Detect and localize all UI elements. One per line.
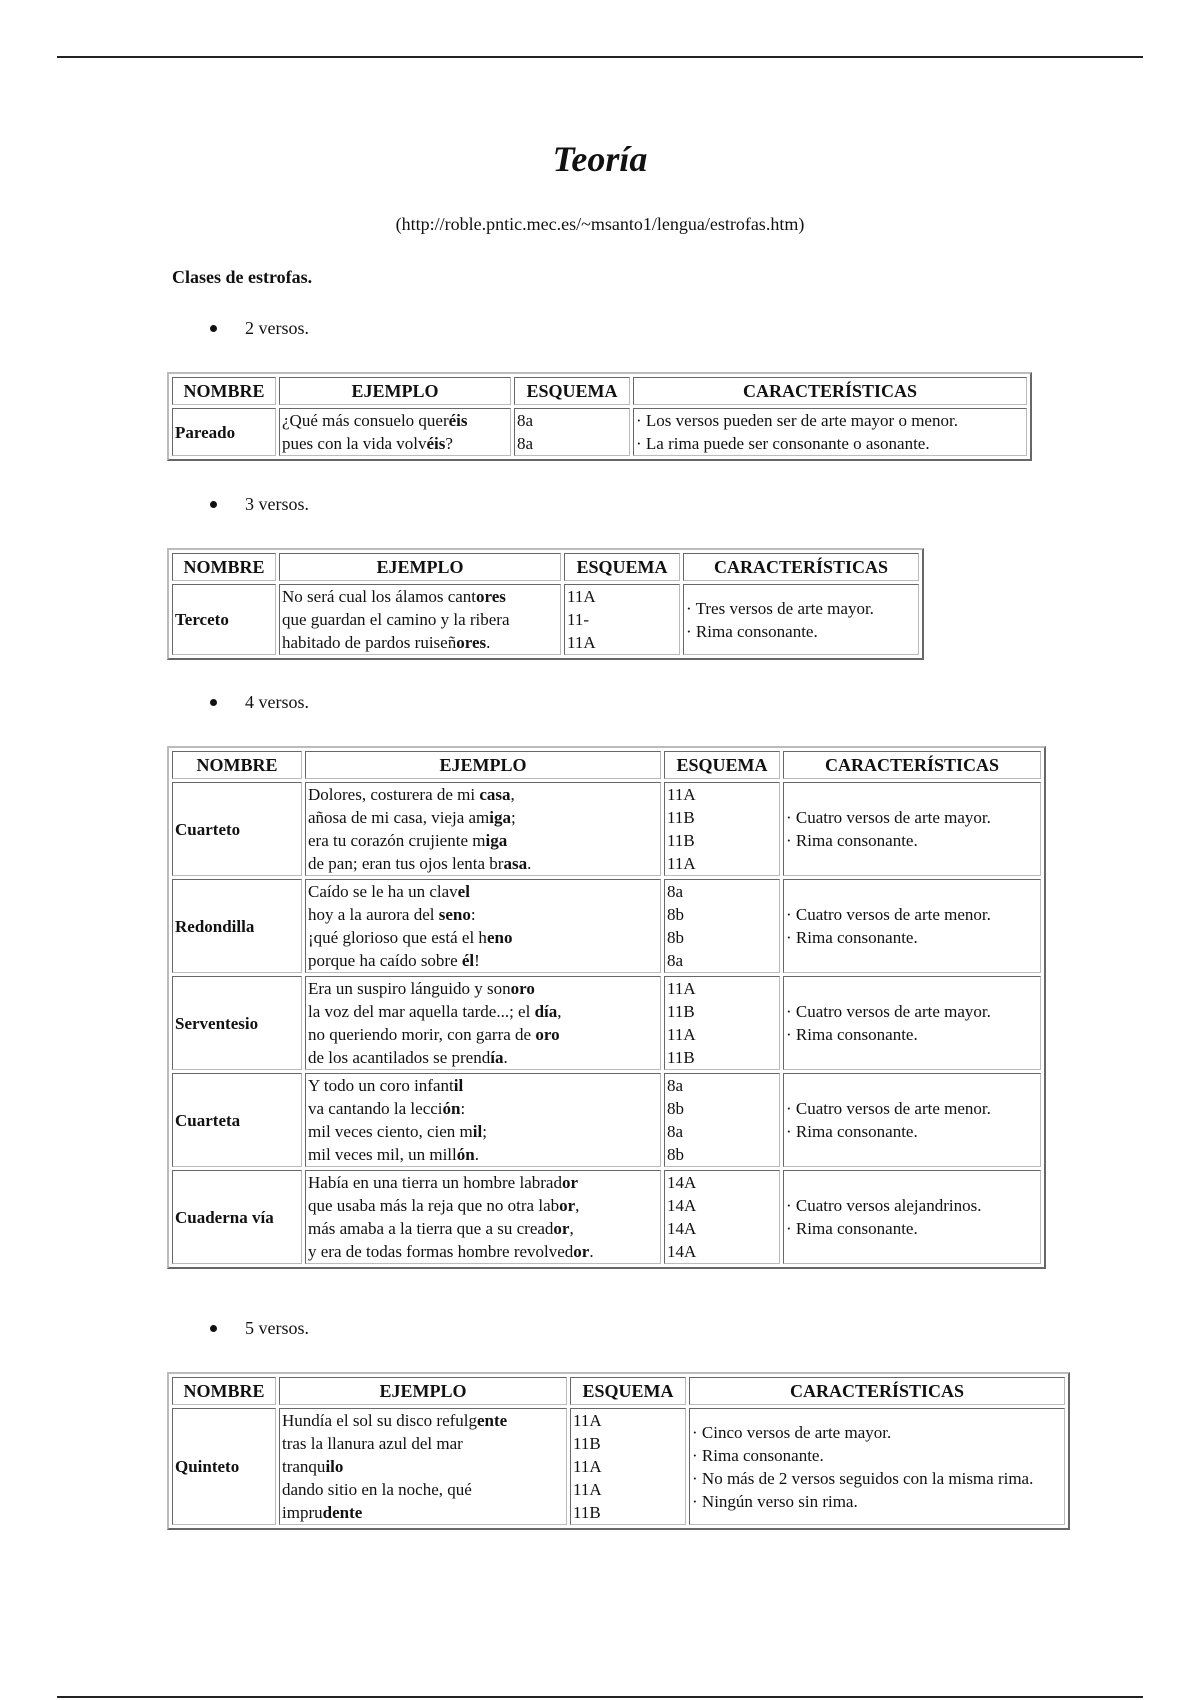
verse-text: Y todo un coro infant	[308, 1076, 454, 1095]
verse-text: y era de todas formas hombre revolved	[308, 1242, 574, 1261]
column-header-esquema: ESQUEMA	[570, 1377, 686, 1405]
bullet-label: 2 versos.	[245, 318, 309, 338]
verse-line	[308, 1194, 658, 1217]
column-header-ejemplo: EJEMPLO	[279, 377, 511, 405]
verse-line	[308, 880, 658, 903]
scheme-line: 8b	[667, 905, 684, 924]
verse-rhyme: or	[553, 1219, 570, 1238]
bullet-label: 3 versos.	[245, 494, 309, 514]
verse-line	[308, 1074, 658, 1097]
characteristics	[783, 782, 1041, 876]
verse-rhyme: or	[559, 1196, 576, 1215]
stanza-table	[167, 1372, 1070, 1530]
scheme	[570, 1408, 686, 1525]
bullet-item	[210, 1318, 309, 1339]
example-verses	[279, 408, 511, 456]
verse-text: más amaba a la tierra que a su cread	[308, 1219, 554, 1238]
verse-line	[308, 1240, 658, 1263]
stanza-name: Cuarteto	[172, 782, 302, 876]
table-header-row	[172, 1377, 1065, 1405]
verse-rhyme: éis	[426, 434, 446, 453]
feature-line: · Cuatro versos alejandrinos.	[786, 1196, 982, 1215]
verse-line	[308, 783, 658, 806]
verse-text: :	[460, 1099, 466, 1118]
feature-line: · Cuatro versos de arte mayor.	[786, 808, 991, 827]
verse-rhyme: ía	[490, 1048, 504, 1067]
verse-text: :	[470, 905, 476, 924]
verse-text: pues con la vida volv	[282, 434, 427, 453]
verse-text: Era un suspiro lánguido y son	[308, 979, 511, 998]
bullet-dot-icon	[210, 699, 217, 706]
bullet-dot-icon	[210, 501, 217, 508]
stanza-name: Serventesio	[172, 976, 302, 1070]
table-row	[172, 976, 1041, 1070]
scheme-line: 11A	[567, 587, 596, 606]
verse-rhyme: dente	[322, 1503, 363, 1522]
verse-line	[308, 1217, 658, 1240]
scheme-line: 14A	[667, 1219, 697, 1238]
verse-text: porque ha caído sobre	[308, 951, 462, 970]
stanza-name: Quinteto	[172, 1408, 276, 1525]
table-row	[172, 1408, 1065, 1525]
verse-rhyme: ente	[477, 1411, 508, 1430]
verse-line	[282, 1409, 564, 1432]
page-title: Teoría	[552, 139, 648, 179]
scheme	[664, 879, 780, 973]
feature-line: · Cuatro versos de arte mayor.	[786, 1002, 991, 1021]
feature-line: · No más de 2 versos seguidos con la misma rima.	[692, 1468, 1034, 1488]
bullet-label: 4 versos.	[245, 692, 309, 712]
verse-text: impru	[282, 1503, 323, 1522]
verse-text: que usaba más la reja que no otra lab	[308, 1196, 560, 1215]
feature-line: · Los versos pueden ser de arte mayor o menor.	[636, 411, 958, 430]
table-row	[172, 879, 1041, 973]
column-header-ejemplo: EJEMPLO	[305, 751, 661, 779]
verse-rhyme: ón	[442, 1099, 461, 1118]
verse-text: hoy a la aurora del	[308, 905, 439, 924]
verse-text: Dolores, costurera de mi	[308, 785, 480, 804]
verse-text: va cantando la lecci	[308, 1099, 443, 1118]
verse-line	[308, 1171, 658, 1194]
characteristics	[783, 1170, 1041, 1264]
verse-line	[308, 1000, 658, 1023]
stanza-table	[167, 746, 1046, 1269]
example-verses	[305, 879, 661, 973]
feature-line: · Cinco versos de arte mayor.	[692, 1422, 892, 1442]
verse-text: mil veces mil, un mill	[308, 1145, 457, 1164]
verse-text: ,	[575, 1196, 580, 1215]
scheme-line: 11B	[573, 1503, 601, 1522]
stanza-name: Cuaderna vía	[172, 1170, 302, 1264]
verse-rhyme: asa	[503, 854, 528, 873]
verse-text: .	[486, 633, 491, 652]
example-verses	[279, 1408, 567, 1525]
scheme	[664, 782, 780, 876]
verse-text: dando sitio en la noche, qué	[282, 1480, 472, 1499]
scheme	[664, 976, 780, 1070]
verse-rhyme: día	[534, 1002, 558, 1021]
verse-text: mil veces ciento, cien m	[308, 1122, 473, 1141]
column-header-nombre: NOMBRE	[172, 1377, 276, 1405]
feature-line: · Rima consonante.	[692, 1445, 824, 1465]
verse-text: ,	[569, 1219, 574, 1238]
verse-line	[282, 608, 558, 631]
verse-rhyme: seno	[438, 905, 471, 924]
example-verses	[305, 976, 661, 1070]
bullet-dot-icon	[210, 1325, 217, 1332]
verse-line	[308, 1046, 658, 1069]
example-verses	[305, 1073, 661, 1167]
verse-text: ,	[557, 1002, 562, 1021]
verse-rhyme: or	[561, 1173, 578, 1192]
feature-line: · Ningún verso sin rima.	[692, 1491, 858, 1511]
feature-line: · Rima consonante.	[786, 1122, 918, 1141]
column-header-nombre: NOMBRE	[172, 377, 276, 405]
feature-line: · Rima consonante.	[686, 621, 818, 641]
verse-line	[282, 631, 558, 654]
table-row	[172, 1073, 1041, 1167]
verse-line	[308, 806, 658, 829]
verse-text: añosa de mi casa, vieja am	[308, 808, 490, 827]
scheme-line: 8b	[667, 1099, 684, 1118]
verse-text: .	[589, 1242, 594, 1261]
verse-line	[282, 1432, 564, 1455]
source-url: (http://roble.pntic.mec.es/~msanto1/lengua/estrofas.htm)	[395, 214, 805, 234]
verse-rhyme: or	[573, 1242, 590, 1261]
verse-text: ¡qué glorioso que está el h	[308, 928, 487, 947]
example-verses	[279, 584, 561, 655]
column-header-nombre: NOMBRE	[172, 751, 302, 779]
verse-text: ?	[445, 434, 453, 453]
scheme-line: 11A	[573, 1457, 602, 1476]
table-header-row	[172, 377, 1027, 405]
stanza-name: Redondilla	[172, 879, 302, 973]
characteristics	[633, 408, 1027, 456]
stanza-name: Pareado	[172, 408, 276, 456]
scheme	[514, 408, 630, 456]
scheme	[564, 584, 680, 655]
column-header-ejemplo: EJEMPLO	[279, 1377, 567, 1405]
verse-line	[308, 852, 658, 875]
scheme-line: 11-	[567, 610, 590, 629]
verse-text: de pan; eran tus ojos lenta br	[308, 854, 504, 873]
scheme-line: 8b	[667, 1145, 684, 1164]
scheme	[664, 1073, 780, 1167]
verse-text: ;	[511, 808, 516, 827]
characteristics	[783, 1073, 1041, 1167]
scheme-line: 11A	[667, 854, 696, 873]
verse-line	[282, 432, 508, 455]
table-header-row	[172, 751, 1041, 779]
verse-line	[282, 1478, 564, 1501]
verse-line	[308, 949, 658, 972]
verse-rhyme: iga	[485, 831, 508, 850]
verse-rhyme: ón	[456, 1145, 475, 1164]
characteristics	[783, 879, 1041, 973]
feature-line: · Rima consonante.	[786, 1025, 918, 1044]
verse-line	[308, 1097, 658, 1120]
scheme-line: 11B	[573, 1434, 601, 1453]
scheme-line: 8a	[667, 1076, 684, 1095]
scheme-line: 11A	[667, 979, 696, 998]
column-header-esquema: ESQUEMA	[564, 553, 680, 581]
verse-rhyme: casa	[479, 785, 511, 804]
scheme-line: 11B	[667, 1002, 695, 1021]
scheme-line: 8a	[667, 1122, 684, 1141]
table-row	[172, 584, 919, 655]
scheme-line: 11B	[667, 831, 695, 850]
characteristics	[689, 1408, 1065, 1525]
bullet-item	[210, 692, 309, 713]
scheme-line: 11B	[667, 808, 695, 827]
scheme-line: 11A	[573, 1480, 602, 1499]
verse-text: .	[503, 1048, 508, 1067]
verse-line	[308, 977, 658, 1000]
verse-line	[308, 1023, 658, 1046]
feature-line: · Tres versos de arte mayor.	[686, 598, 874, 618]
verse-rhyme: ores	[456, 633, 487, 652]
scheme-line: 11A	[567, 633, 596, 652]
scheme-line: 8a	[517, 411, 534, 430]
verse-line	[282, 585, 558, 608]
scheme-line: 8a	[667, 882, 684, 901]
bullet-label: 5 versos.	[245, 1318, 309, 1338]
verse-text: tras la llanura azul del mar	[282, 1434, 463, 1453]
verse-rhyme: il	[472, 1122, 483, 1141]
feature-line: · La rima puede ser consonante o asonante.	[636, 434, 930, 453]
column-header-caracteristicas: CARACTERÍSTICAS	[683, 553, 919, 581]
verse-rhyme: eno	[486, 928, 513, 947]
table-row	[172, 782, 1041, 876]
feature-line: · Rima consonante.	[786, 1219, 918, 1238]
table-row	[172, 408, 1027, 456]
scheme	[664, 1170, 780, 1264]
column-header-nombre: NOMBRE	[172, 553, 276, 581]
verse-rhyme: el	[457, 882, 470, 901]
verse-text: tranqu	[282, 1457, 326, 1476]
verse-text: no queriendo morir, con garra de	[308, 1025, 536, 1044]
stanza-name: Terceto	[172, 584, 276, 655]
verse-text: Había en una tierra un hombre labrad	[308, 1173, 562, 1192]
bottom-rule	[57, 1696, 1143, 1698]
verse-rhyme: iga	[489, 808, 511, 827]
bullet-dot-icon	[210, 325, 217, 332]
column-header-caracteristicas: CARACTERÍSTICAS	[783, 751, 1041, 779]
feature-line: · Rima consonante.	[786, 831, 918, 850]
verse-rhyme: él	[461, 951, 475, 970]
verse-line	[308, 926, 658, 949]
bullet-item	[210, 318, 309, 339]
table-row	[172, 1170, 1041, 1264]
verse-line	[308, 829, 658, 852]
section-title: Clases de estrofas.	[172, 267, 313, 287]
scheme-line: 8a	[517, 434, 534, 453]
verse-rhyme: oro	[535, 1025, 560, 1044]
verse-text: .	[527, 854, 532, 873]
characteristics	[683, 584, 919, 655]
verse-rhyme: ores	[476, 587, 506, 606]
verse-rhyme: ilo	[325, 1457, 344, 1476]
verse-text: que guardan el camino y la ribera	[282, 610, 510, 629]
verse-text: Hundía el sol su disco refulg	[282, 1411, 477, 1430]
column-header-esquema: ESQUEMA	[664, 751, 780, 779]
verse-text: habitado de pardos ruiseñ	[282, 633, 457, 652]
verse-rhyme: il	[453, 1076, 464, 1095]
verse-line	[308, 1120, 658, 1143]
scheme-line: 8a	[667, 951, 684, 970]
table-header-row	[172, 553, 919, 581]
feature-line: · Cuatro versos de arte menor.	[786, 1099, 991, 1118]
bullet-item	[210, 494, 309, 515]
verse-rhyme: oro	[510, 979, 535, 998]
scheme-line: 8b	[667, 928, 684, 947]
column-header-ejemplo: EJEMPLO	[279, 553, 561, 581]
verse-text: !	[474, 951, 480, 970]
scheme-line: 11A	[667, 1025, 696, 1044]
column-header-caracteristicas: CARACTERÍSTICAS	[689, 1377, 1065, 1405]
verse-rhyme: éis	[448, 411, 468, 430]
scheme-line: 14A	[667, 1173, 697, 1192]
verse-line	[308, 903, 658, 926]
column-header-caracteristicas: CARACTERÍSTICAS	[633, 377, 1027, 405]
verse-text: ¿Qué más consuelo quer	[282, 411, 449, 430]
verse-line	[308, 1143, 658, 1166]
feature-line: · Cuatro versos de arte menor.	[786, 905, 991, 924]
example-verses	[305, 1170, 661, 1264]
verse-text: ;	[482, 1122, 487, 1141]
verse-line	[282, 1455, 564, 1478]
column-header-esquema: ESQUEMA	[514, 377, 630, 405]
stanza-table	[167, 548, 924, 660]
verse-text: ,	[510, 785, 515, 804]
verse-text: de los acantilados se prend	[308, 1048, 491, 1067]
verse-text: No será cual los álamos cant	[282, 587, 477, 606]
scheme-line: 14A	[667, 1196, 697, 1215]
verse-text: era tu corazón crujiente m	[308, 831, 486, 850]
scheme-line: 11A	[667, 785, 696, 804]
verse-text: Caído se le ha un clav	[308, 882, 458, 901]
stanza-name: Cuarteta	[172, 1073, 302, 1167]
verse-text: .	[474, 1145, 479, 1164]
example-verses	[305, 782, 661, 876]
top-rule	[57, 56, 1143, 58]
scheme-line: 14A	[667, 1242, 697, 1261]
verse-line	[282, 409, 508, 432]
verse-text: la voz del mar aquella tarde...; el	[308, 1002, 535, 1021]
scheme-line: 11B	[667, 1048, 695, 1067]
stanza-table	[167, 372, 1032, 461]
characteristics	[783, 976, 1041, 1070]
feature-line: · Rima consonante.	[786, 928, 918, 947]
verse-line	[282, 1501, 564, 1524]
scheme-line: 11A	[573, 1411, 602, 1430]
